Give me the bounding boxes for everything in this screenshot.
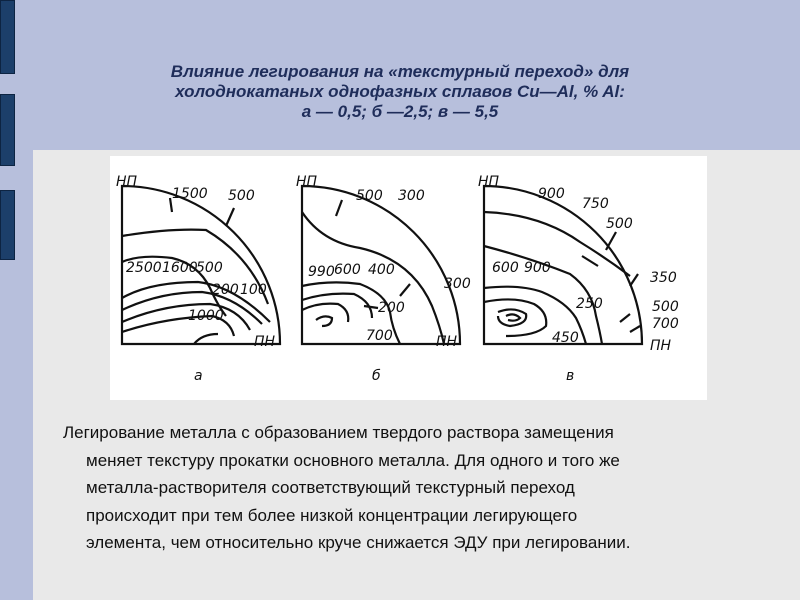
contour-value-a-1600: 1600 (162, 260, 198, 276)
contour-value-v-900-top: 900 (538, 186, 565, 202)
body-line-3: металла-растворителя соответствующий текстурный переход (86, 478, 575, 497)
contour-value-b-400: 400 (368, 262, 395, 278)
leader-b-3 (336, 200, 342, 216)
pn-label-b: ПН (436, 334, 458, 350)
contour-v-4 (484, 299, 546, 336)
panel-letter-a: а (194, 368, 203, 384)
side-tab-1 (0, 0, 15, 74)
contour-value-b-600: 600 (334, 262, 361, 278)
leader-v-5 (630, 326, 640, 332)
leader-v-2 (606, 232, 616, 250)
contour-value-b-300-top: 300 (398, 188, 425, 204)
title-line-2: холоднокатаных однофазных сплавов Cu—Al, % Al: (175, 82, 625, 101)
title-line-1: Влияние легирования на «текстурный переход» для (170, 62, 630, 81)
contour-value-a-100: 100 (240, 282, 267, 298)
leader-v-1 (582, 256, 598, 266)
body-line-4: происходит при тем более низкой концентрации легирующего (86, 505, 578, 525)
pole-figure-b-labels (296, 174, 471, 384)
title-line-3: а — 0,5; б —2,5; в — 5,5 (301, 102, 499, 121)
leader-b-1 (364, 306, 378, 308)
leader-a-2 (226, 208, 234, 226)
contour-value-a-200: 200 (212, 282, 239, 298)
side-tab-3 (0, 190, 15, 260)
np-label-b: НП (296, 174, 318, 190)
contour-value-a-500: 500 (196, 260, 223, 276)
contour-value-b-300: 300 (444, 276, 471, 292)
contour-v-6 (506, 314, 520, 320)
slide-body-text (63, 419, 753, 557)
contour-value-v-900: 900 (524, 260, 551, 276)
contour-a-7 (194, 334, 218, 344)
pole-figure-a-labels (116, 174, 276, 384)
contour-value-b-700: 700 (366, 328, 393, 344)
slide-title (60, 62, 740, 122)
contour-value-v-500: 500 (652, 299, 679, 315)
contour-value-v-750: 750 (582, 196, 609, 212)
contour-value-b-200: 200 (378, 300, 405, 316)
contour-value-a-1000: 1000 (188, 308, 224, 324)
contour-b-4 (302, 304, 348, 322)
contour-value-b-500: 500 (356, 188, 383, 204)
contour-value-v-450: 450 (552, 330, 579, 346)
contour-value-v-600: 600 (492, 260, 519, 276)
contour-value-v-700: 700 (652, 316, 679, 332)
np-label-a: НП (116, 174, 138, 190)
pole-figures-svg (110, 156, 707, 400)
leader-v-4 (620, 314, 630, 322)
leader-b-2 (400, 284, 410, 296)
panel-letter-b: б (372, 368, 381, 384)
contour-value-v-250: 250 (576, 296, 603, 312)
contour-value-a-2500: 2500 (126, 260, 162, 276)
body-line-5: элемента, чем относительно круче снижается ЭДУ при легировании. (86, 533, 631, 552)
contour-value-a-1500: 1500 (172, 186, 208, 202)
body-line-1: Легирование металла с образованием твердого раствора замещения (63, 423, 614, 442)
pn-label-v: ПН (650, 338, 672, 354)
leader-v-3 (630, 274, 638, 286)
pole-figure-v-labels (478, 174, 679, 384)
contour-value-v-500-top: 500 (606, 216, 633, 232)
contour-v-5 (498, 309, 526, 326)
pole-figures-image (110, 156, 707, 400)
panel-letter-v: в (566, 368, 575, 384)
np-label-v: НП (478, 174, 500, 190)
pn-label-a: ПН (254, 334, 276, 350)
contour-b-5 (316, 316, 332, 326)
contour-value-v-350: 350 (650, 270, 677, 286)
contour-value-a-500-top: 500 (228, 188, 255, 204)
body-line-2: меняет текстуру прокатки основного металла. Для одного и того же (86, 450, 620, 470)
contour-value-b-990: 990 (308, 264, 335, 280)
side-tab-2 (0, 94, 15, 166)
